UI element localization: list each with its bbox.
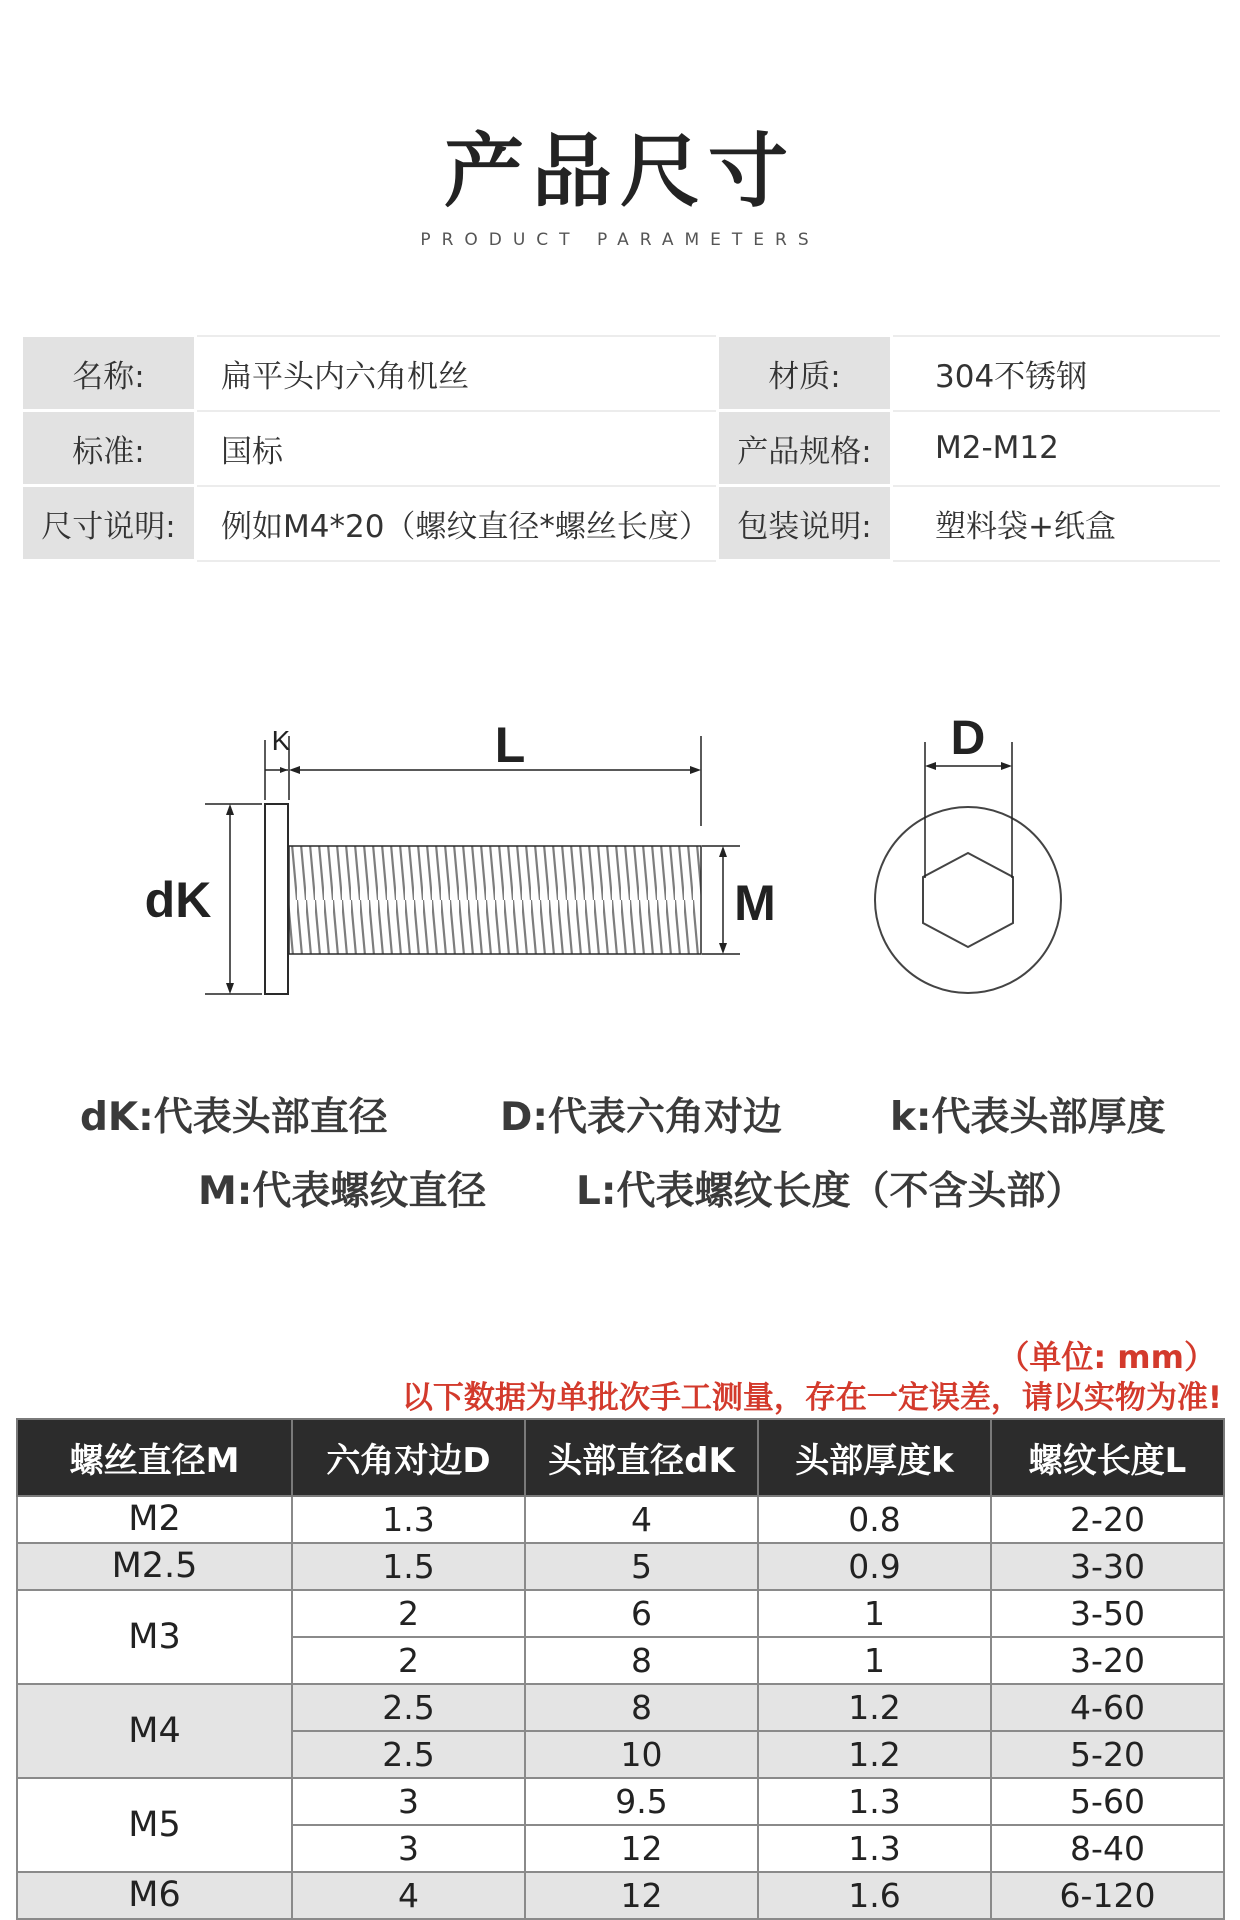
cell-dk: 4 bbox=[525, 1496, 758, 1543]
cell-l: 2-20 bbox=[991, 1496, 1224, 1543]
cell-d: 2 bbox=[292, 1637, 525, 1684]
cell-k: 0.8 bbox=[758, 1496, 991, 1543]
cell-k: 1.6 bbox=[758, 1872, 991, 1919]
cell-d: 3 bbox=[292, 1778, 525, 1825]
info-label: 名称: bbox=[22, 336, 196, 411]
cell-d: 2.5 bbox=[292, 1731, 525, 1778]
legend-k: k:代表头部厚度 bbox=[890, 1095, 1166, 1140]
screw-shaft bbox=[289, 846, 701, 954]
label-dk: dK bbox=[144, 872, 212, 928]
cell-k: 1.3 bbox=[758, 1778, 991, 1825]
label-k: K bbox=[271, 725, 291, 756]
cell-l: 6-120 bbox=[991, 1872, 1224, 1919]
cell-l: 3-30 bbox=[991, 1543, 1224, 1590]
info-row bbox=[22, 486, 1222, 561]
spec-table bbox=[16, 1418, 1225, 1920]
cell-d: 2 bbox=[292, 1590, 525, 1637]
cell-dk: 6 bbox=[525, 1590, 758, 1637]
label-d: D bbox=[950, 712, 986, 765]
cell-m: M3 bbox=[17, 1590, 292, 1684]
info-label: 包装说明: bbox=[718, 486, 892, 561]
col-header: 六角对边D bbox=[292, 1419, 525, 1496]
info-value: 304不锈钢 bbox=[892, 336, 1222, 411]
label-l: L bbox=[494, 717, 526, 773]
cell-d: 1.5 bbox=[292, 1543, 525, 1590]
cell-d: 4 bbox=[292, 1872, 525, 1919]
cell-d: 3 bbox=[292, 1825, 525, 1872]
col-header: 螺纹长度L bbox=[991, 1419, 1224, 1496]
table-row bbox=[17, 1778, 1224, 1825]
cell-k: 1 bbox=[758, 1590, 991, 1637]
info-value: 塑料袋+纸盒 bbox=[892, 486, 1222, 561]
cell-l: 5-20 bbox=[991, 1731, 1224, 1778]
table-row bbox=[17, 1872, 1224, 1919]
info-value: 国标 bbox=[196, 411, 718, 486]
hex-socket bbox=[923, 853, 1013, 947]
cell-dk: 12 bbox=[525, 1825, 758, 1872]
cell-l: 3-50 bbox=[991, 1590, 1224, 1637]
legend-l: L:代表螺纹长度（不含头部） bbox=[576, 1169, 1085, 1214]
cell-l: 3-20 bbox=[991, 1637, 1224, 1684]
info-value: M2-M12 bbox=[892, 411, 1222, 486]
cell-m: M6 bbox=[17, 1872, 292, 1919]
col-header: 头部直径dK bbox=[525, 1419, 758, 1496]
spec-header-row bbox=[17, 1419, 1224, 1496]
info-label: 材质: bbox=[718, 336, 892, 411]
cell-dk: 8 bbox=[525, 1637, 758, 1684]
screw-diagram bbox=[0, 700, 1240, 1030]
cell-dk: 8 bbox=[525, 1684, 758, 1731]
legend-dk: dK:代表头部直径 bbox=[80, 1095, 388, 1140]
cell-d: 1.3 bbox=[292, 1496, 525, 1543]
cell-dk: 10 bbox=[525, 1731, 758, 1778]
legend-d: D:代表六角对边 bbox=[500, 1095, 782, 1140]
cell-m: M5 bbox=[17, 1778, 292, 1872]
table-row bbox=[17, 1590, 1224, 1637]
cell-l: 5-60 bbox=[991, 1778, 1224, 1825]
cell-l: 8-40 bbox=[991, 1825, 1224, 1872]
table-row bbox=[17, 1496, 1224, 1543]
head-end-view bbox=[875, 807, 1061, 993]
cell-k: 1.3 bbox=[758, 1825, 991, 1872]
cell-dk: 5 bbox=[525, 1543, 758, 1590]
measurement-note: 以下数据为单批次手工测量，存在一定误差，请以实物为准! bbox=[401, 1380, 1222, 1416]
cell-dk: 12 bbox=[525, 1872, 758, 1919]
page-title: 产品尺寸 bbox=[444, 125, 796, 218]
info-row bbox=[22, 336, 1222, 411]
cell-m: M2 bbox=[17, 1496, 292, 1543]
table-row bbox=[17, 1543, 1224, 1590]
info-label: 标准: bbox=[22, 411, 196, 486]
cell-k: 1.2 bbox=[758, 1684, 991, 1731]
info-label: 产品规格: bbox=[718, 411, 892, 486]
col-header: 螺丝直径M bbox=[17, 1419, 292, 1496]
info-value: 例如M4*20（螺纹直径*螺丝长度） bbox=[196, 486, 718, 561]
cell-k: 1.2 bbox=[758, 1731, 991, 1778]
col-header: 头部厚度k bbox=[758, 1419, 991, 1496]
cell-d: 2.5 bbox=[292, 1684, 525, 1731]
info-row bbox=[22, 411, 1222, 486]
cell-dk: 9.5 bbox=[525, 1778, 758, 1825]
cell-m: M2.5 bbox=[17, 1543, 292, 1590]
screw-head bbox=[265, 804, 288, 994]
label-m: M bbox=[734, 875, 776, 931]
legend-m: M:代表螺纹直径 bbox=[198, 1169, 487, 1214]
cell-l: 4-60 bbox=[991, 1684, 1224, 1731]
page-subtitle: PRODUCT PARAMETERS bbox=[420, 230, 820, 250]
cell-m: M4 bbox=[17, 1684, 292, 1778]
cell-k: 0.9 bbox=[758, 1543, 991, 1590]
info-value: 扁平头内六角机丝 bbox=[196, 336, 718, 411]
product-info-table bbox=[20, 334, 1223, 562]
cell-k: 1 bbox=[758, 1637, 991, 1684]
info-label: 尺寸说明: bbox=[22, 486, 196, 561]
table-row bbox=[17, 1684, 1224, 1731]
unit-label: （单位: mm） bbox=[997, 1338, 1216, 1376]
